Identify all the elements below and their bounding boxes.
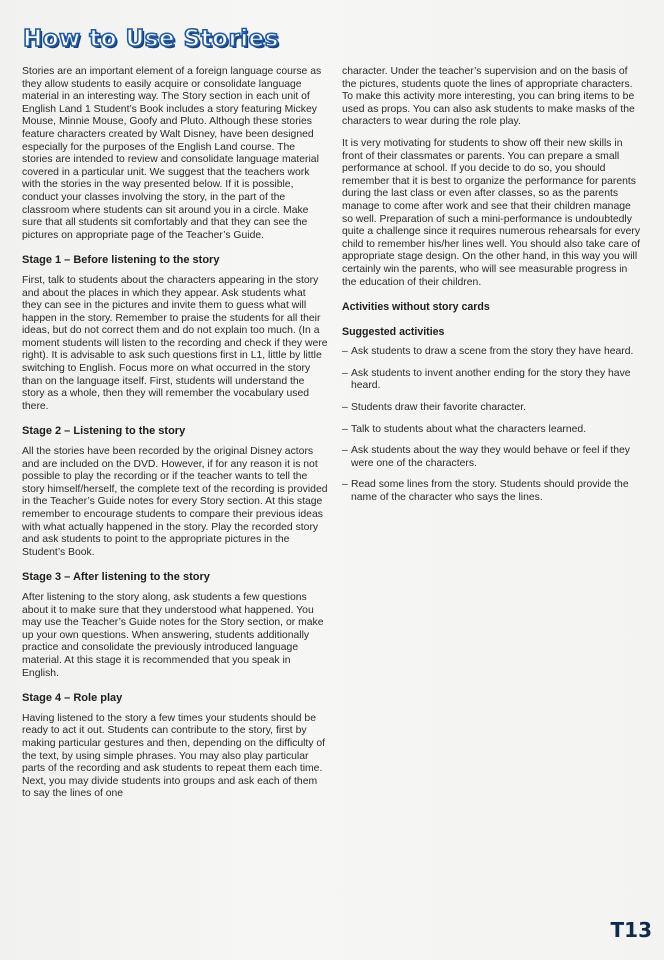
stage3-paragraph: After listening to the story along, ask students a few questions about it to make sure that they understood what happened. You may use the Teacher’s Guide notes for the Story section, or make up your own questions. When answering, students additionally practice and consolidate the previously introduced language material. At this stage it is recommended that you speak in English. — [22, 591, 324, 679]
intro-paragraph: Stories are an important element of a foreign language course as they allow students to easily acquire or consolidate language material in an interesting way. The Story section in each unit of English Land 1 Student’s Book includes a story featuring Mickey Mouse, Minnie Mouse, Goofy and Pluto. Although these stories feature characters created by Walt Disney, have been designed especially for the purposes of the English Land course. The stories are intended to review and consolidate language material covered in a particular unit. We suggest that the teachers work with the stories in the way presented below. If it is possible, conduct your classes involving the story, in the part of the classroom where students can sit around you in a circle. Make sure that all students sit comfortably and that they can see the pictures on appropriate page of the Teacher’s Guide. — [22, 66, 322, 241]
activities-heading: Activities without story cards — [342, 301, 490, 314]
list-item: – Ask students to invent another ending for the story they have heard. — [342, 368, 642, 393]
stage2-heading: Stage 2 – Listening to the story — [22, 425, 186, 438]
list-item: – Read some lines from the story. Students should provide the name of the character who says the lines. — [342, 479, 642, 504]
stage3-heading: Stage 3 – After listening to the story — [22, 571, 210, 584]
left-column — [22, 66, 328, 810]
page-title: How to Use Stories — [23, 26, 279, 52]
stage2-paragraph: All the stories have been recorded by the original Disney actors and are included on the DVD. However, if for any reason it is not possible to play the recording or if the teacher wants to tell the story himself/herself, the complete text of the recording is provided in the Teacher’s Guide notes for every Story section. At this stage remember to encourage students to compare their previous ideas with what actually happened in the story. Play the recorded story and ask students to point to the appropriate pictures in the Student’s Book. — [22, 446, 328, 558]
stage1-heading: Stage 1 – Before listening to the story — [22, 254, 220, 267]
activities-list — [342, 346, 642, 504]
stage1-paragraph: First, talk to students about the characters appearing in the story and about the places in which they appear. Ask students what they can see in the pictures and invite them to guess what will happen in the story. Remember to praise the students for all their ideas, but do not correct them and do not explain too much. (In a moment students will listen to the recording and check if they were right). It is advisable to ask such questions first in L1, little by little switching to English. Focus more on what occurred in the story than on the language itself. First, students will understand the story as a whole, then they will remember the vocabulary used there. — [22, 274, 328, 412]
page-number: T13 — [610, 918, 652, 942]
list-item: – Students draw their favorite character. — [342, 402, 642, 415]
list-item: – Ask students about the way they would behave or feel if they were one of the characters. — [342, 445, 642, 470]
stage4-paragraph: Having listened to the story a few times your students should be ready to act it out. Students can contribute to the story, first by making particular gestures and then, depending on the difficulty of the text, by using simple phrases. You may also play particular parts of the recording and ask students to repeat them each time. Next, you may divide students into groups and ask each of them to say the lines of one — [22, 712, 326, 800]
suggested-activities-heading: Suggested activities — [342, 325, 445, 338]
stage4-heading: Stage 4 – Role play — [22, 692, 123, 705]
right-column — [342, 66, 642, 514]
role-play-continuation: character. Under the teacher’s supervision and on the basis of the pictures, students quote the lines of appropriate characters. To make this activity more interesting, you can bring items to be used as props. You can also ask students to make masks of the characters to wear during the role play. — [342, 66, 635, 128]
list-item: – Talk to students about what the characters learned. — [342, 424, 642, 437]
performance-paragraph: It is very motivating for students to show off their new skills in front of their classmates or parents. You can prepare a small performance at school. If you decide to do so, you should remember that it is best to organize the performance for parents during the last class or even after classes, so as the parents manage to come after work and see that their children manage so well. Preparation of such a mini-performance is undoubtedly quite a challenge since it requires numerous rehearsals for every child to remember his/her lines well. You should also take care of appropriate stage design. On the other hand, in this way you will certainly win the parents, who will see measurable progress in the education of their children. — [342, 137, 641, 288]
list-item: – Ask students to draw a scene from the story they have heard. — [342, 346, 642, 359]
